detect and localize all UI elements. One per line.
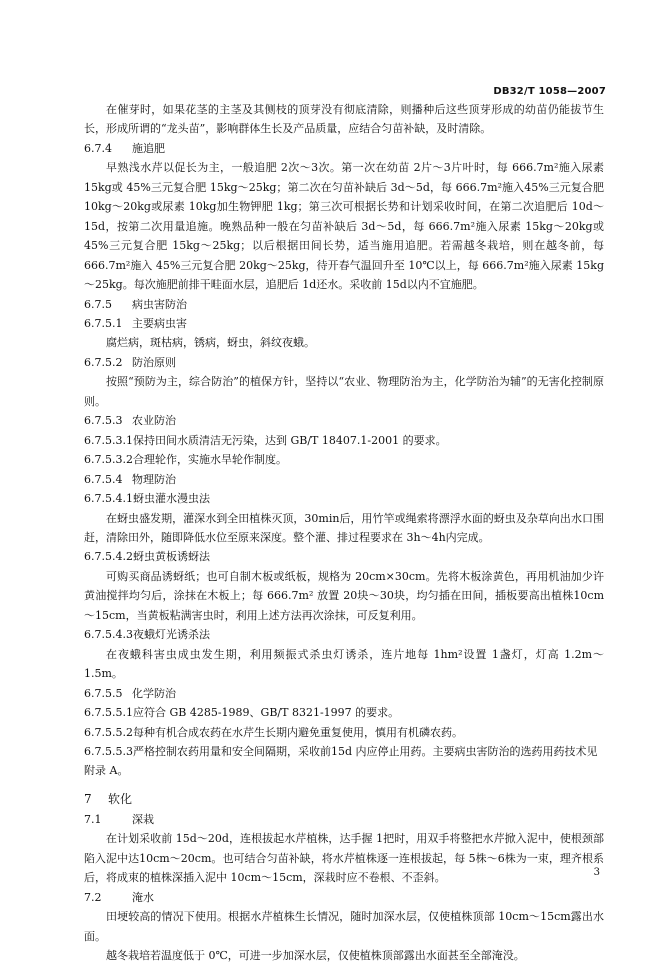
section-title: 夜蛾灯光诱杀法: [132, 628, 210, 642]
section-title: 每种有机合成农药在水芹生长期内避免重复使用，慎用有机磷农药。: [132, 725, 463, 739]
paragraph: 在蚜虫盛发期，灌深水到全田植株灭顶，30min后，用竹竿或绳索将漂浮水面的蚜虫及杂草向出水口围赶，清除田外，随即降低水位至原来深度。整个灌、排过程要求在 3h～4h内完成。: [84, 511, 604, 544]
section-title: 蚜虫黄板诱蚜法: [132, 550, 210, 564]
section-number: 6.7.5: [84, 297, 112, 311]
paragraph: 可购买商品诱蚜纸；也可自制木板或纸板，规格为 20cm×30cm。先将木板涂黄色，再用机油加少许黄油搅拌均匀后，涂抹在木板上；每 666.7m² 放置 20块～30块，均匀插在田间，插板要高出植株10cm～15cm，当黄板粘满害虫时，利用上述方法再次涂抹，可反复利用。: [84, 569, 604, 622]
section-heading: [84, 353, 604, 372]
section-heading: [84, 625, 604, 644]
paragraph: 按照“预防为主，综合防治”的植保方针，坚持以“农业、物理防治为主，化学防治为辅”的无害化控制原则。: [84, 375, 604, 408]
section-title: 农业防治: [132, 414, 176, 428]
section-heading: [84, 742, 604, 781]
section-number: 6.7.5.4: [84, 472, 123, 486]
section-title: 物理防治: [132, 472, 176, 486]
section-title: 主要病虫害: [132, 316, 187, 330]
paragraph: 越冬栽培若温度低于 0℃，可进一步加深水层，仅使植株顶部露出水面甚至全部淹没。: [106, 949, 525, 963]
section-heading: [84, 470, 604, 489]
section-number: 6.7.5.5.2: [84, 725, 133, 739]
section-heading: [84, 411, 604, 430]
section-title: 淹水: [132, 890, 154, 904]
section-title: 合理轮作，实施水旱轮作制度。: [132, 453, 287, 467]
section-title: 深栽: [132, 812, 154, 826]
section-number: 6.7.5.1: [84, 316, 123, 330]
paragraph: 腐烂病，斑枯病，锈病，蚜虫，斜纹夜蛾。: [106, 336, 315, 350]
section-title: 严格控制农药用量和安全间隔期，采收前15d 内应停止用药。主要病虫害防治的选药用药技术见附录 A。: [84, 744, 598, 778]
section-title: 化学防治: [132, 686, 176, 700]
section-number: 7.1: [84, 812, 102, 826]
section-heading: [84, 139, 604, 158]
section-title: 蚜虫灌水漫虫法: [132, 492, 210, 506]
page-number: 3: [593, 867, 600, 878]
section-number: 6.7.5.4.2: [84, 550, 133, 564]
standard-number: DB32/T 1058—2007: [493, 86, 606, 97]
paragraph: 田埂较高的情况下使用。根据水芹植株生长情况，随时加深水层，仅使植株顶部 10cm～15cm露出水面。: [84, 910, 604, 943]
section-number: 6.7.5.4.3: [84, 628, 133, 642]
section-heading: [84, 723, 604, 742]
section-title: 应符合 GB 4285-1989、GB/T 8321-1997 的要求。: [132, 706, 400, 720]
paragraph: 在催芽时，如果花茎的主茎及其侧枝的顶芽没有彻底清除，则播种后这些顶芽形成的幼苗仍能拔节生长，形成所谓的“龙头苗”，影响群体生长及产品质量，应结合匀苗补缺，及时清除。: [84, 103, 604, 136]
section-number: 7.2: [84, 890, 102, 904]
section-heading: [84, 314, 604, 333]
section-title: 软化: [108, 791, 133, 806]
section-number: 6.7.5.3.2: [84, 453, 133, 467]
section-heading: [84, 810, 604, 829]
document-body: [84, 100, 604, 965]
paragraph: 在夜蛾科害虫成虫发生期，利用频振式杀虫灯诱杀，连片地每 1hm²设置 1盏灯，灯高 1.2m～1.5m。: [84, 647, 604, 681]
section-number: 6.7.5.5.3: [84, 744, 133, 758]
chapter-heading: [84, 788, 604, 810]
paragraph: 早熟浅水芹以促长为主，一般追肥 2次～3次。第一次在幼苗 2片～3片叶时，每 666.7m²施入尿素 15kg或 45%三元复合肥 15kg～25kg；第二次在匀苗补缺后 3d～5d，每 666.7m²施入45%三元复合肥 10kg～20kg或尿素 10kg加生物钾肥 1kg；第三次可根据长势和计划采收时间，在第二次追肥后 10d～15d，按第二次用量追施。晚熟品种一般在匀苗补缺后 3d～5d，每 666.7m²施入尿素 15kg～20kg或 45%三元复合肥 15kg～25kg；以后根据田间长势，适当施用追肥。若需越冬栽培，则在越冬前，每 666.7m²施入 45%三元复合肥 20kg～25kg，待开春气温回升至 10℃以上，每 666.7m²施入尿素 15kg～25kg。每次施肥前排干畦面水层，追肥后 1d还水。采收前 15d以内不宜施肥。: [84, 161, 604, 292]
section-number: 6.7.5.5.1: [84, 706, 133, 720]
section-heading: [84, 703, 604, 722]
section-heading: [84, 888, 604, 907]
section-title: 防治原则: [132, 355, 176, 369]
section-heading: [84, 489, 604, 508]
section-number: 6.7.5.3: [84, 414, 123, 428]
section-heading: [84, 295, 604, 314]
section-heading: [84, 431, 604, 450]
paragraph: 在计划采收前 15d～20d，连根拔起水芹植株，达手握 1把时，用双手将整把水芹掀入泥中，使根颈部陷入泥中达10cm～20cm。也可结合匀苗补缺，将水芹植株逐一连根拔起，每 5株～6株为一束，理齐根系后，将成束的植株深插入泥中 10cm～15cm，深栽时应不卷根、不歪斜。: [84, 832, 604, 885]
spacer: [84, 781, 604, 788]
section-number: 6.7.5.5: [84, 686, 123, 700]
section-number: 6.7.5.4.1: [84, 492, 133, 506]
section-number: 7: [84, 791, 92, 806]
section-heading: [84, 547, 604, 566]
section-title: 病虫害防治: [132, 297, 187, 311]
section-heading: [84, 684, 604, 703]
section-number: 6.7.4: [84, 141, 112, 155]
section-title: 保持田间水质清洁无污染，达到 GB/T 18407.1-2001 的要求。: [132, 433, 447, 447]
section-heading: [84, 450, 604, 469]
section-number: 6.7.5.3.1: [84, 433, 133, 447]
section-title: 施追肥: [132, 141, 165, 155]
section-number: 6.7.5.2: [84, 355, 123, 369]
